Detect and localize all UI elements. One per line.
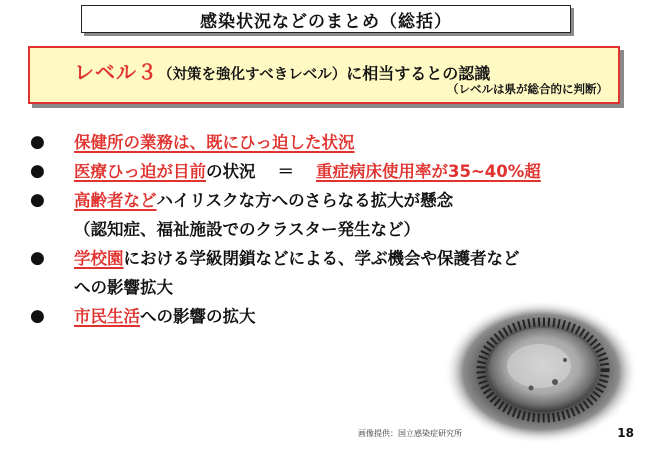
- bullet-icon: ●: [30, 190, 45, 210]
- bullet-text: の状況: [206, 162, 256, 181]
- level-callout-box: [28, 46, 620, 104]
- image-credit: 画像提供：国立感染症研究所: [358, 429, 462, 438]
- slide-title: 感染状況などのまとめ（総括）: [81, 5, 571, 33]
- page-number: 18: [617, 426, 634, 440]
- bullet-icon: ●: [30, 306, 45, 326]
- bullet-continuation: への影響拡大: [74, 278, 173, 297]
- bullet-highlight: 市民生活: [74, 307, 140, 326]
- virus-micrograph-image: [443, 296, 639, 444]
- equals-sign: ＝: [277, 162, 294, 181]
- level-statement: [74, 56, 490, 85]
- bullet-text: ハイリスクな方へのさらなる拡大が懸念: [156, 191, 454, 210]
- bullet-icon: ●: [30, 132, 45, 152]
- bullet-icon: ●: [30, 248, 45, 268]
- level-note: （レベルは県が総合的に判断）: [447, 82, 608, 96]
- bullet-text: への影響の拡大: [140, 307, 256, 326]
- bullet-highlight: 医療ひっ迫が目前: [74, 162, 206, 181]
- bullet-item: [30, 186, 630, 215]
- level-description: （対策を強化すべきレベル）: [158, 67, 347, 83]
- bullet-text: における学級閉鎖などによる、学ぶ機会や保護者など: [123, 249, 520, 268]
- bullet-highlight-secondary: 重症病床使用率が35~40%超: [316, 162, 541, 181]
- level-label: レベル３: [74, 60, 158, 84]
- bullet-continuation: （認知症、福祉施設でのクラスター発生など）: [74, 220, 421, 239]
- bullet-highlight: 保健所の業務は、既にひっ迫した状況: [74, 133, 355, 152]
- bullet-icon: ●: [30, 161, 45, 181]
- bullet-item: [30, 244, 630, 273]
- bullet-highlight: 高齢者など: [74, 191, 157, 210]
- bullet-item: [30, 128, 630, 157]
- level-statement-rest: に相当するとの認識: [346, 64, 491, 83]
- bullet-item: [30, 157, 630, 186]
- bullet-highlight: 学校園: [74, 249, 124, 268]
